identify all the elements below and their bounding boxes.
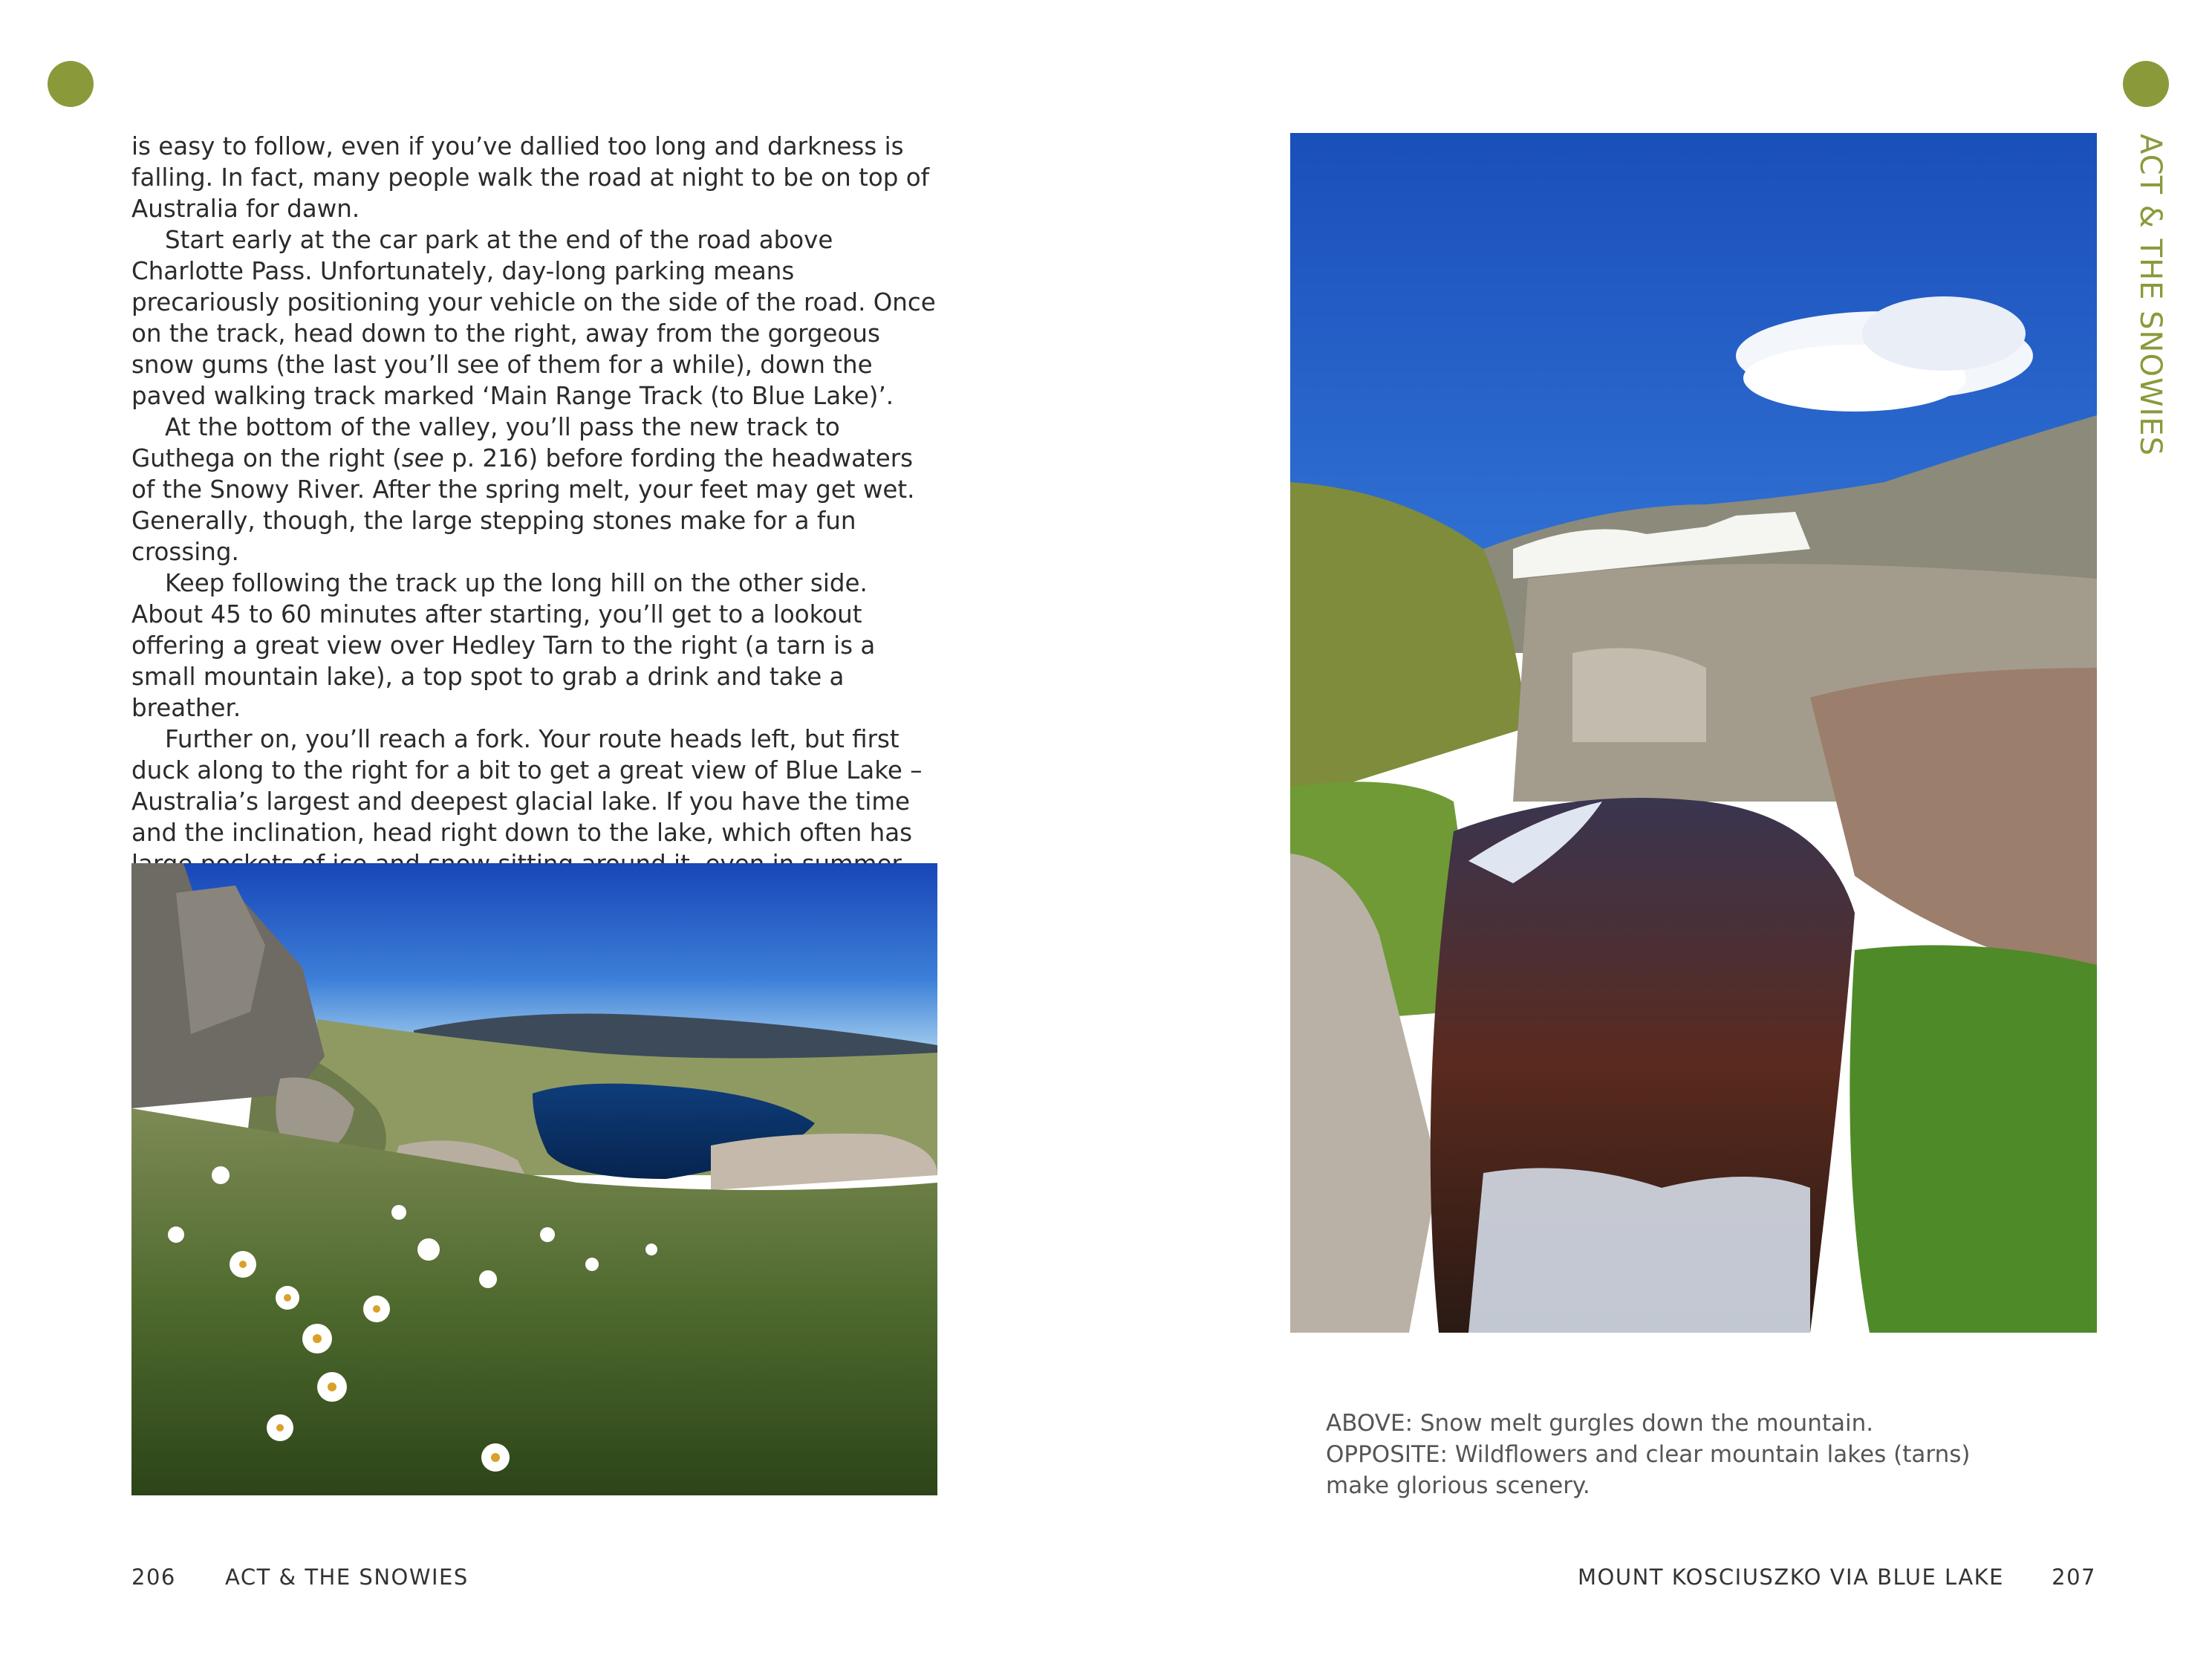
paragraph: Further on, you’ll reach a fork. Your route heads left, but first duck along to the right for a bit to get a great view of Blue Lake – Australia’s largest and deepest glacial lake. If you have the time and the inclination, head right down to the lake, which often has bbox=[131, 725, 923, 847]
photo-captions bbox=[1326, 1408, 1994, 1501]
page-number-left: 206 bbox=[131, 1564, 176, 1590]
running-footer-right: MOUNT KOSCIUSZKO VIA BLUE LAKE bbox=[1578, 1564, 2004, 1590]
caption-above: ABOVE: Snow melt gurgles down the mountain. bbox=[1326, 1410, 1874, 1437]
paragraph-part: p. 216) before fording the headwaters of the Snowy River. After the spring melt, your feet may get wet. Generally, though, the large stepping stones make for a fun crossing. bbox=[131, 444, 915, 566]
paragraph-part: At the bottom of the valley, you’ll pass the new track to Guthega on the right ( bbox=[131, 413, 840, 472]
body-text bbox=[131, 131, 941, 880]
photo-blue-lake bbox=[131, 863, 937, 1495]
photo-snow-melt-stream bbox=[1290, 133, 2097, 1333]
paragraph bbox=[131, 412, 941, 568]
caption-opposite: OPPOSITE: Wildflowers and clear mountain lakes (tarns) make glorious scenery. bbox=[1326, 1441, 1971, 1499]
paragraph-italic: see bbox=[401, 444, 444, 472]
paragraph: Start early at the car park at the end of the road above Charlotte Pass. Unfortunately, day-long parking means precariously positioning your vehicle on the side of the road. Once on the track, head down to the right, away from the gorgeous snow gums (the last you’ll see of them for a while), down the paved walking track marked ‘Main Range Track (to Blue Lake)’. bbox=[131, 226, 936, 410]
paragraph: is easy to follow, even if you’ve dallied too long and darkness is falling. In fact, many people walk the road at night to be on top of Australia for dawn. bbox=[131, 132, 930, 223]
decorative-dot-right bbox=[2123, 61, 2169, 107]
paragraph: Keep following the track up the long hill on the other side. About 45 to 60 minutes after starting, you’ll get to a lookout offering a great view over Hedley Tarn to the right (a tarn is a small mountain lake), a top spot to grab a drink and take a breather. bbox=[131, 569, 876, 722]
running-footer-left: ACT & THE SNOWIES bbox=[225, 1564, 469, 1590]
page-number-right: 207 bbox=[2052, 1564, 2096, 1590]
decorative-dot-left bbox=[48, 61, 94, 107]
side-section-label: ACT & THE SNOWIES bbox=[2133, 134, 2167, 456]
